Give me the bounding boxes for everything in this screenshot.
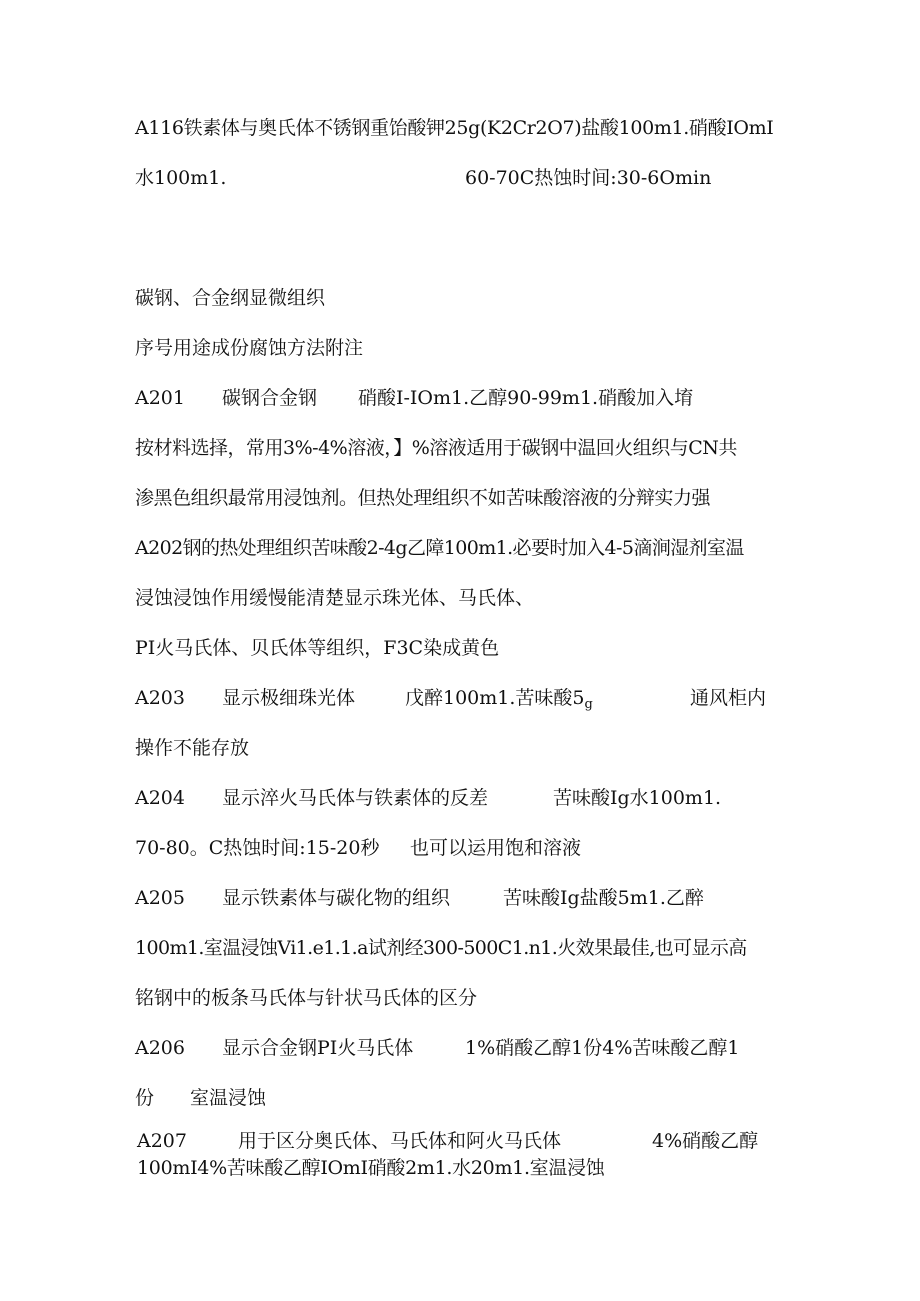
table-header [0, 335, 364, 361]
text-line [0, 985, 478, 1011]
line-text: 水100m1. [135, 167, 227, 189]
line-text: 序号用途成份腐蚀方法附注 [135, 337, 364, 359]
line-text: 也可以运用饱和溶液 [410, 837, 582, 859]
subscript-text: g [584, 697, 593, 712]
text-line [0, 115, 774, 141]
line-text: 操作不能存放 [135, 737, 250, 759]
text-line [0, 1085, 267, 1111]
line-text: 苦味酸Ig水100m1. [553, 787, 722, 809]
line-text: 硝酸I-IOm1.乙醇90-99m1.硝酸加入堉 [358, 387, 694, 409]
text-line [0, 485, 711, 511]
text-line [0, 1035, 740, 1061]
line-text: 4%硝酸乙醇 [652, 1130, 759, 1152]
text-line [0, 385, 694, 411]
text-line [0, 165, 712, 191]
text-line [0, 635, 500, 661]
line-text: A116铁素体与奥氏体不锈钢重饴酸钾25g(K2Cr2O7)盐酸100m1.硝酸IOmI [135, 117, 774, 139]
line-text: 苦味酸Ig盐酸5m1.乙醉 [503, 887, 704, 909]
line-text: 碳钢、合金纲显微组织 [135, 287, 326, 309]
line-text: 份 [135, 1087, 155, 1109]
line-text: A206 [135, 1037, 185, 1059]
line-text: 100mI4%苦味酸乙醇IOmI硝酸2m1.水20m1.室温浸蚀 [137, 1157, 605, 1179]
text-line [0, 735, 250, 761]
line-text: 浸蚀浸蚀作用缓慢能清楚显示珠光体、马氏体、 [135, 587, 535, 609]
line-text: 显示合金钢PI火马氏体 [222, 1037, 414, 1059]
text-line [0, 785, 722, 811]
line-text [405, 685, 593, 714]
line-text: 渗黑色组织最常用浸蚀剂。但热处理组织不如苦味酸溶液的分辩实力强 [135, 487, 711, 509]
line-text: 用于区分奥氏体、马氏体和阿火马氏体 [238, 1130, 562, 1152]
text-line [0, 885, 704, 911]
line-text: PI火马氏体、贝氏体等组织，F3C染成黄色 [135, 637, 500, 659]
section-heading [0, 285, 326, 311]
line-text: 显示极细珠光体 [222, 687, 356, 709]
text-line [0, 435, 737, 461]
line-text: 1%硝酸乙醇1份4%苦味酸乙醇1 [465, 1037, 740, 1059]
line-text: 碳钢合金钢 [222, 387, 318, 409]
line-text: A204 [135, 787, 185, 809]
line-text: A202钢的热处理组织苦味酸2-4g乙障100m1.必要时加入4-5滴涧湿剂室温 [135, 537, 744, 559]
text-line [0, 835, 582, 861]
text-line [0, 535, 744, 561]
line-text: 室温浸蚀 [190, 1087, 267, 1109]
line-text: 铭钢中的板条马氏体与针状马氏体的区分 [135, 987, 478, 1009]
line-text: 100m1.室温浸蚀Vi1.e1.1.a试剂经300-500C1.n1.火效果最佳,也可显示高 [135, 937, 747, 959]
text-line [0, 935, 747, 961]
text-line [0, 685, 767, 712]
line-text: 70-80。C热蚀时间:15-20秒 [135, 837, 380, 859]
text-line [0, 585, 535, 611]
line-text: 显示铁素体与碳化物的组织 [222, 887, 451, 909]
line-text: A205 [135, 887, 185, 909]
text-line [0, 1128, 759, 1154]
line-text: 通风柜内 [690, 687, 767, 709]
line-text: 按材料选择，常用3%-4%溶液，】%溶液适用于碳钢中温回火组织与CN共 [135, 437, 737, 459]
line-text: 显示淬火马氏体与铁素体的反差 [222, 787, 489, 809]
line-text: A203 [135, 687, 185, 709]
line-text: 60-70C热蚀时间:30-6Omin [465, 167, 712, 189]
line-text: A207 [137, 1130, 187, 1152]
text-line [0, 1155, 605, 1181]
line-text: 戊醉100m1.苦味酸5 [405, 687, 585, 709]
line-text: A201 [135, 387, 185, 409]
